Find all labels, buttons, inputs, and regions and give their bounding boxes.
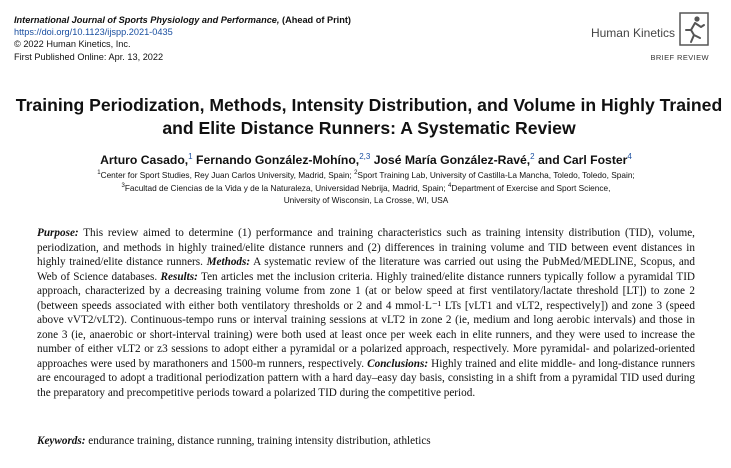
- publisher-name: Human Kinetics: [590, 26, 675, 40]
- author[interactable]: Arturo Casado,: [100, 153, 189, 168]
- author[interactable]: José María González-Ravé,: [373, 153, 531, 168]
- affiliations: $^1$Center for Sport Studies, Rey Juan Carlos University, Madrid, Spain; $^2$Sport Training Lab, University of Castilla-La Mancha, Toledo, Toledo, Spain; $^3$Facultad de Ciencias de la Vida y de la Naturaleza, Universidad Nebrija, Madrid, Spain; $^4$Department of Exercise and Sport Science, University of Wisconsin, La Crosse, WI, USA: [14, 168, 718, 206]
- affiliation-3: Facultad de Ciencias de la Vida y de la Naturaleza, Universidad Nebrija, Madrid, Spain;: [124, 183, 446, 194]
- author[interactable]: and Carl Foster: [538, 153, 628, 168]
- conclusions-label: Conclusions:: [367, 357, 429, 370]
- affiliation-4-cont: University of Wisconsin, La Crosse, WI, USA: [283, 194, 449, 205]
- published-date: First Published Online: Apr. 13, 2022: [14, 51, 164, 62]
- affiliation-1: Center for Sport Studies, Rey Juan Carlos University, Madrid, Spain;: [100, 169, 352, 180]
- copyright: © 2022 Human Kinetics, Inc.: [14, 39, 131, 50]
- purpose-label: Purpose:: [37, 227, 79, 239]
- abstract: [37, 226, 695, 401]
- keywords: [37, 435, 695, 447]
- results-label: Results:: [160, 270, 198, 283]
- article-type: BRIEF REVIEW: [650, 53, 709, 62]
- doi-link[interactable]: https://doi.org/10.1123/ijspp.2021-0435: [14, 27, 173, 38]
- journal-status: (Ahead of Print): [282, 15, 351, 25]
- article-title: Training Periodization, Methods, Intensity Distribution, and Volume in Highly Trained and Elite Distance Runners: A Systematic Review: [15, 95, 723, 138]
- keywords-label: Keywords:: [37, 435, 86, 447]
- journal-line: [14, 14, 534, 26]
- results-text: Ten articles met the inclusion criteria. Highly trained/elite distance runners typically follow a pyramidal TID approach, characterized by a decreasing training volume from zone 1 (at or below speed at first ventilatory/lactate threshold [LT]) to zone 2 (between speeds associated with either both ventilatory thresholds or 2 and 4 mmol·L⁻¹ LTs [vLT1 and vLT2, respectively]) and zone 3 (speed above vVT2/vLT2). Continuous-tempo runs or interval training sessions at vLT2 in zone 2 (ie, medium and long aerobic intervals) and those in zone 3 (ie, anaerobic or short-interval training) were both used at least once per week each in elite runners, and they were used to increase the number of either vLT2 or z3 sessions to adopt either a pyramidal or a polarized approach, respectively. More pyramidal- and polarized-oriented approaches were used by marathoners and 1500-m runners, respectively.: [37, 270, 696, 370]
- journal-name: International Journal of Sports Physiology and Performance,: [14, 15, 280, 25]
- methods-label: Methods:: [206, 256, 251, 269]
- author[interactable]: Fernando González-Mohíno,: [196, 153, 360, 168]
- affiliation-4: Department of Exercise and Sport Science,: [451, 183, 611, 194]
- conclusions-text: Highly trained and elite middle- and long-distance runners are encouraged to adopt a traditional periodization pattern with a hard day–easy day basis, consisting in a shift from a pyramidal TID used during the preparatory and precompetitive periods toward a polarized TID during the competitive period.: [37, 357, 695, 400]
- author-list: Arturo Casado,$^1$ Fernando González-Mohíno,$^{2,3}$ José María González-Ravé,$^2$ and Carl Foster$^4$: [100, 152, 632, 168]
- journal-header: [14, 14, 534, 63]
- purpose-text: This review aimed to determine (1) performance and training characteristics such as training intensity distribution (TID), volume, periodization, and methods in highly trained/elite distance runners and (2) differences in training volume and TID between event distances in highly trained/elite distance runners.: [37, 227, 695, 269]
- keywords-text: endurance training, distance running, training intensity distribution, athletics: [88, 435, 431, 447]
- affiliation-2: Sport Training Lab, University of Castilla-La Mancha, Toledo, Toledo, Spain;: [357, 169, 635, 180]
- methods-text: A systematic review of the literature was carried out using the PubMed/MEDLINE, Scopus, and Web of Science databases.: [37, 256, 695, 283]
- runner-icon: [679, 12, 709, 46]
